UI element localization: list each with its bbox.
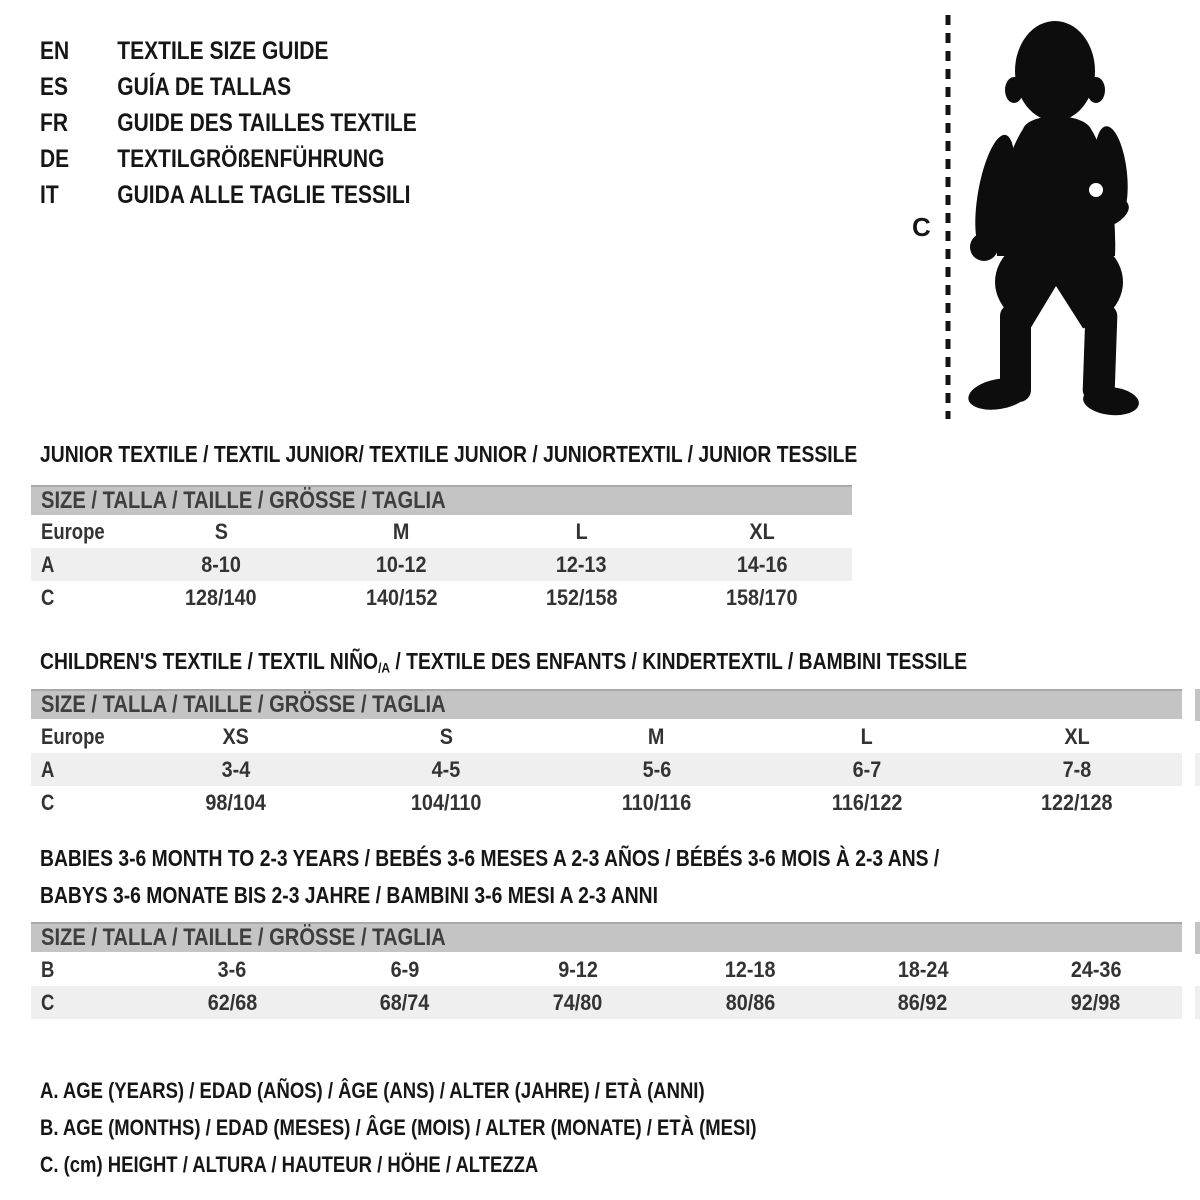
language-row — [40, 69, 489, 105]
table-row — [31, 581, 852, 614]
value-cell: 3-4 — [221, 756, 251, 782]
value-cell: 10-12 — [376, 551, 427, 577]
babies-section-title-line1: BABIES 3-6 MONTH TO 2-3 YEARS / BEBÉS 3-6 MESES A 2-3 AÑOS / BÉBÉS 3-6 MOIS À 2-3 ANS / — [40, 845, 940, 871]
row-label: Europe — [41, 723, 105, 749]
value-cell: 62/68 — [207, 989, 258, 1015]
value-cell: 110/116 — [621, 789, 692, 815]
row-label: B — [41, 956, 55, 982]
guide-title: GUIDE DES TAILLES TEXTILE — [117, 109, 417, 137]
dashed-height-line-icon — [944, 15, 952, 419]
title-subscript: /A — [378, 660, 391, 677]
value-cell: 122/128 — [1041, 789, 1113, 815]
cropped-stripe-fragment — [1195, 986, 1200, 1019]
table-row — [31, 753, 1182, 786]
value-cell: 12-18 — [725, 956, 776, 982]
size-cell: XL — [749, 518, 775, 544]
size-cell: L — [575, 518, 588, 544]
junior-section-title: JUNIOR TEXTILE / TEXTIL JUNIOR/ TEXTILE JUNIOR / JUNIORTEXTIL / JUNIOR TESSILE — [40, 441, 858, 467]
value-cell: 104/110 — [411, 789, 482, 815]
row-label: A — [41, 551, 55, 577]
value-cell: 116/122 — [831, 789, 902, 815]
row-label: Europe — [41, 518, 105, 544]
value-cell: 158/170 — [726, 584, 798, 610]
value-cell: 98/104 — [205, 789, 267, 815]
value-cell: 3-6 — [218, 956, 247, 982]
value-cell: 6-7 — [852, 756, 882, 782]
language-row — [40, 105, 489, 141]
value-cell: 7-8 — [1062, 756, 1092, 782]
value-cell: 86/92 — [898, 989, 948, 1015]
size-cell: M — [393, 518, 410, 544]
junior-size-header-bar: SIZE / TALLA / TAILLE / GRÖSSE / TAGLIA — [31, 485, 852, 515]
table-row — [31, 786, 1182, 819]
children-section-title: CHILDREN'S TEXTILE / TEXTIL $NIÑO_{/A}$ / TEXTILE DES ENFANTS / KINDERTEXTIL / BAMBINI TESSILE — [40, 648, 968, 677]
language-code: ES — [40, 73, 69, 101]
language-row — [40, 33, 489, 69]
size-cell: S — [439, 723, 453, 749]
language-code: IT — [40, 181, 59, 209]
row-label: C — [41, 789, 55, 815]
babies-section-title-line2: BABYS 3-6 MONATE BIS 2-3 JAHRE / BAMBINI 3-6 MESI A 2-3 ANNI — [40, 882, 658, 908]
language-code: EN — [40, 37, 70, 65]
legend-notes — [40, 1072, 893, 1183]
value-cell: 4-5 — [431, 756, 461, 782]
value-cell: 128/140 — [185, 584, 257, 610]
guide-title: TEXTILE SIZE GUIDE — [117, 37, 329, 65]
value-cell: 18-24 — [897, 956, 949, 982]
row-label: A — [41, 756, 55, 782]
guide-title: GUIDA ALLE TAGLIE TESSILI — [117, 181, 411, 209]
toddler-silhouette-icon — [953, 14, 1153, 424]
size-cell: L — [860, 723, 873, 749]
note-age-years: A. AGE (YEARS) / EDAD (AÑOS) / ÂGE (ANS) / ALTER (JAHRE) / ETÀ (ANNI) — [40, 1078, 705, 1103]
cropped-stripe-fragment — [1195, 753, 1200, 786]
row-label: C — [41, 584, 55, 610]
table-row — [31, 548, 852, 581]
value-cell: 74/80 — [552, 989, 603, 1015]
height-measure-label: C — [912, 212, 931, 242]
value-cell: 140/152 — [365, 584, 438, 610]
note-age-months: B. AGE (MONTHS) / EDAD (MESES) / ÂGE (MOIS) / ALTER (MONATE) / ETÀ (MESI) — [40, 1115, 757, 1140]
row-label: C — [41, 989, 55, 1015]
table-row — [31, 953, 1182, 986]
value-cell: 12-13 — [556, 551, 607, 577]
size-cell: M — [648, 723, 665, 749]
value-cell: 80/86 — [725, 989, 776, 1015]
value-cell: 68/74 — [380, 989, 430, 1015]
table-row — [31, 986, 1182, 1019]
size-cell: XS — [222, 723, 250, 749]
value-cell: 152/158 — [545, 584, 618, 610]
value-cell: 24-36 — [1070, 956, 1122, 982]
language-code: DE — [40, 145, 70, 173]
value-cell: 6-9 — [390, 956, 420, 982]
value-cell: 8-10 — [201, 551, 241, 577]
table-row — [31, 515, 852, 548]
size-cell: S — [214, 518, 228, 544]
language-title-list — [40, 33, 489, 213]
note-height: C. (cm) HEIGHT / ALTURA / HAUTEUR / HÖHE / ALTEZZA — [40, 1152, 539, 1177]
language-row — [40, 177, 489, 213]
language-row — [40, 141, 489, 177]
value-cell: 92/98 — [1070, 989, 1121, 1015]
value-cell: 14-16 — [736, 551, 788, 577]
size-cell: XL — [1064, 723, 1090, 749]
language-code: FR — [40, 109, 68, 137]
babies-size-header-bar: SIZE / TALLA / TAILLE / GRÖSSE / TAGLIA — [31, 922, 1182, 952]
table-row — [31, 720, 1182, 753]
guide-title: GUÍA DE TALLAS — [117, 73, 292, 101]
guide-title: TEXTILGRÖßENFÜHRUNG — [117, 145, 385, 173]
value-cell: 5-6 — [642, 756, 671, 782]
value-cell: 9-12 — [557, 956, 598, 982]
cropped-bar-fragment — [1195, 922, 1200, 954]
cropped-bar-fragment — [1195, 689, 1200, 721]
children-size-header-bar: SIZE / TALLA / TAILLE / GRÖSSE / TAGLIA — [31, 689, 1182, 719]
